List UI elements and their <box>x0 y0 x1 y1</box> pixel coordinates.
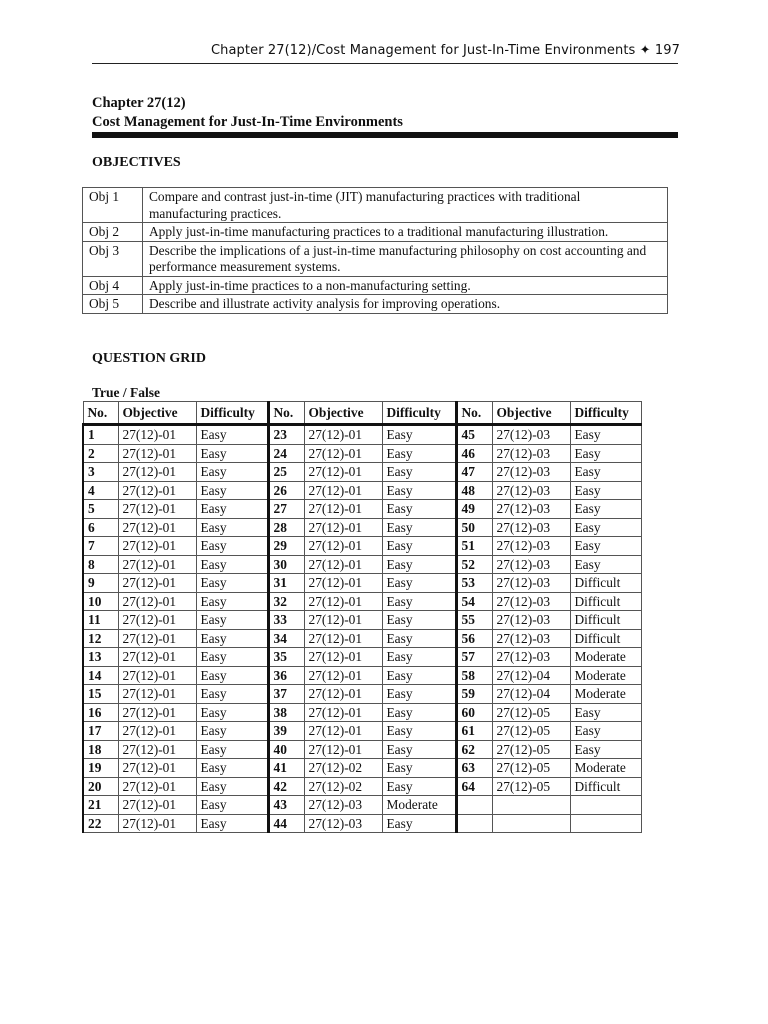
table-row <box>83 814 641 833</box>
question-difficulty: Easy <box>570 481 641 500</box>
question-objective: 27(12)-01 <box>304 518 382 537</box>
question-difficulty: Easy <box>570 463 641 482</box>
table-row <box>83 463 641 482</box>
question-number: 25 <box>268 463 304 482</box>
question-objective: 27(12)-01 <box>304 685 382 704</box>
question-objective: 27(12)-01 <box>118 759 196 778</box>
question-number: 16 <box>83 703 118 722</box>
table-row <box>83 685 641 704</box>
table-row <box>83 796 641 815</box>
question-difficulty: Easy <box>196 500 268 519</box>
question-number: 12 <box>83 629 118 648</box>
column-header: Objective <box>492 402 570 425</box>
question-number: 58 <box>456 666 492 685</box>
question-difficulty: Easy <box>382 537 456 556</box>
question-number: 64 <box>456 777 492 796</box>
question-difficulty: Easy <box>382 444 456 463</box>
question-difficulty: Easy <box>382 759 456 778</box>
objective-id: Obj 2 <box>83 223 143 242</box>
question-difficulty: Easy <box>196 685 268 704</box>
question-number: 15 <box>83 685 118 704</box>
question-objective: 27(12)-01 <box>118 722 196 741</box>
question-difficulty: Easy <box>382 481 456 500</box>
question-number: 43 <box>268 796 304 815</box>
question-objective: 27(12)-01 <box>304 611 382 630</box>
question-objective: 27(12)-01 <box>118 648 196 667</box>
question-difficulty: Easy <box>570 518 641 537</box>
question-number: 41 <box>268 759 304 778</box>
question-difficulty: Easy <box>382 574 456 593</box>
question-difficulty: Easy <box>196 629 268 648</box>
objective-row <box>83 188 668 223</box>
question-number: 60 <box>456 703 492 722</box>
question-objective: 27(12)-03 <box>492 648 570 667</box>
question-number: 7 <box>83 537 118 556</box>
question-difficulty: Easy <box>570 722 641 741</box>
question-number: 33 <box>268 611 304 630</box>
objective-description: Apply just-in-time practices to a non-manufacturing setting. <box>143 276 668 295</box>
question-objective: 27(12)-03 <box>492 444 570 463</box>
question-number: 40 <box>268 740 304 759</box>
question-difficulty: Easy <box>196 592 268 611</box>
question-difficulty: Moderate <box>570 685 641 704</box>
table-row <box>83 574 641 593</box>
question-difficulty: Easy <box>382 425 456 445</box>
question-number: 19 <box>83 759 118 778</box>
question-number: 46 <box>456 444 492 463</box>
header-rule <box>92 63 678 64</box>
question-difficulty: Easy <box>196 444 268 463</box>
question-number: 11 <box>83 611 118 630</box>
question-objective: 27(12)-03 <box>492 592 570 611</box>
question-difficulty: Easy <box>382 611 456 630</box>
question-difficulty: Difficult <box>570 629 641 648</box>
chapter-heading <box>92 94 678 132</box>
question-number: 9 <box>83 574 118 593</box>
question-number: 17 <box>83 722 118 741</box>
question-objective: 27(12)-03 <box>492 537 570 556</box>
question-number: 36 <box>268 666 304 685</box>
question-objective: 27(12)-01 <box>304 648 382 667</box>
question-objective <box>492 796 570 815</box>
question-number: 49 <box>456 500 492 519</box>
question-number: 54 <box>456 592 492 611</box>
column-header: Difficulty <box>382 402 456 425</box>
question-objective: 27(12)-01 <box>304 629 382 648</box>
objective-description: Describe and illustrate activity analysis for improving operations. <box>143 295 668 314</box>
question-objective: 27(12)-05 <box>492 722 570 741</box>
table-row <box>83 777 641 796</box>
chapter-title: Cost Management for Just-In-Time Environments <box>92 114 403 130</box>
question-objective: 27(12)-01 <box>304 425 382 445</box>
question-number: 35 <box>268 648 304 667</box>
question-objective: 27(12)-01 <box>118 425 196 445</box>
question-objective: 27(12)-03 <box>304 796 382 815</box>
question-difficulty: Difficult <box>570 777 641 796</box>
question-number <box>456 814 492 833</box>
objective-description: Compare and contrast just-in-time (JIT) manufacturing practices with traditional manufacturing practices. <box>143 188 668 223</box>
question-number: 4 <box>83 481 118 500</box>
question-difficulty: Easy <box>382 648 456 667</box>
question-number: 63 <box>456 759 492 778</box>
question-objective: 27(12)-03 <box>492 555 570 574</box>
question-objective: 27(12)-01 <box>118 796 196 815</box>
question-objective: 27(12)-05 <box>492 759 570 778</box>
question-difficulty: Easy <box>196 777 268 796</box>
question-difficulty: Easy <box>382 740 456 759</box>
table-row <box>83 759 641 778</box>
question-objective: 27(12)-01 <box>304 666 382 685</box>
question-difficulty: Easy <box>382 463 456 482</box>
question-difficulty: Easy <box>196 796 268 815</box>
question-number: 23 <box>268 425 304 445</box>
table-row <box>83 740 641 759</box>
question-difficulty: Difficult <box>570 574 641 593</box>
question-objective: 27(12)-03 <box>492 463 570 482</box>
true-false-subheading: True / False <box>92 385 160 400</box>
objective-description: Apply just-in-time manufacturing practices to a traditional manufacturing illustration. <box>143 223 668 242</box>
question-difficulty: Easy <box>196 537 268 556</box>
question-objective: 27(12)-04 <box>492 685 570 704</box>
question-number: 56 <box>456 629 492 648</box>
question-number: 52 <box>456 555 492 574</box>
question-number: 18 <box>83 740 118 759</box>
question-difficulty: Easy <box>382 555 456 574</box>
question-objective: 27(12)-03 <box>304 814 382 833</box>
question-objective: 27(12)-01 <box>304 481 382 500</box>
question-number: 50 <box>456 518 492 537</box>
question-number: 21 <box>83 796 118 815</box>
question-difficulty: Easy <box>196 703 268 722</box>
table-row <box>83 518 641 537</box>
question-objective: 27(12)-01 <box>304 463 382 482</box>
question-objective: 27(12)-01 <box>118 500 196 519</box>
question-difficulty: Easy <box>196 555 268 574</box>
question-difficulty: Easy <box>196 740 268 759</box>
column-header: Difficulty <box>196 402 268 425</box>
question-difficulty: Easy <box>570 444 641 463</box>
question-difficulty: Easy <box>382 666 456 685</box>
question-objective: 27(12)-03 <box>492 425 570 445</box>
column-header: No. <box>456 402 492 425</box>
question-objective: 27(12)-01 <box>118 592 196 611</box>
table-row <box>83 500 641 519</box>
column-header: No. <box>83 402 118 425</box>
table-row <box>83 666 641 685</box>
question-number: 3 <box>83 463 118 482</box>
question-difficulty: Easy <box>570 555 641 574</box>
chapter-number: Chapter 27(12) <box>92 95 186 111</box>
question-objective: 27(12)-02 <box>304 759 382 778</box>
objectives-heading: OBJECTIVES <box>92 155 181 170</box>
question-number: 22 <box>83 814 118 833</box>
question-number: 45 <box>456 425 492 445</box>
question-number: 44 <box>268 814 304 833</box>
question-number: 39 <box>268 722 304 741</box>
question-number: 14 <box>83 666 118 685</box>
question-difficulty: Easy <box>570 500 641 519</box>
question-number: 6 <box>83 518 118 537</box>
question-number: 61 <box>456 722 492 741</box>
question-objective: 27(12)-01 <box>304 444 382 463</box>
question-difficulty: Easy <box>196 759 268 778</box>
question-difficulty: Easy <box>570 537 641 556</box>
running-header: Chapter 27(12)/Cost Management for Just-In-Time Environments ✦ 197 <box>210 43 680 58</box>
question-difficulty: Easy <box>196 611 268 630</box>
objective-description: Describe the implications of a just-in-time manufacturing philosophy on cost accounting and performance measurement systems. <box>143 241 668 276</box>
table-row <box>83 648 641 667</box>
question-difficulty <box>570 796 641 815</box>
question-grid-table <box>82 401 642 833</box>
question-number: 13 <box>83 648 118 667</box>
question-difficulty: Easy <box>196 425 268 445</box>
question-difficulty: Easy <box>382 629 456 648</box>
question-difficulty: Easy <box>196 481 268 500</box>
question-difficulty: Easy <box>382 777 456 796</box>
question-number: 55 <box>456 611 492 630</box>
objectives-table <box>82 187 668 314</box>
question-number: 29 <box>268 537 304 556</box>
question-objective: 27(12)-03 <box>492 500 570 519</box>
column-header: Objective <box>118 402 196 425</box>
question-number: 42 <box>268 777 304 796</box>
objective-row <box>83 295 668 314</box>
question-number: 38 <box>268 703 304 722</box>
question-objective: 27(12)-01 <box>304 574 382 593</box>
question-difficulty: Easy <box>570 425 641 445</box>
table-row <box>83 592 641 611</box>
objective-id: Obj 5 <box>83 295 143 314</box>
question-difficulty: Difficult <box>570 611 641 630</box>
objective-id: Obj 1 <box>83 188 143 223</box>
question-difficulty: Easy <box>382 500 456 519</box>
question-number: 26 <box>268 481 304 500</box>
question-objective: 27(12)-01 <box>118 685 196 704</box>
question-objective: 27(12)-01 <box>118 463 196 482</box>
question-difficulty: Easy <box>196 814 268 833</box>
question-number: 30 <box>268 555 304 574</box>
question-objective: 27(12)-05 <box>492 740 570 759</box>
question-objective: 27(12)-05 <box>492 703 570 722</box>
question-objective: 27(12)-03 <box>492 629 570 648</box>
question-objective: 27(12)-01 <box>118 740 196 759</box>
question-objective: 27(12)-01 <box>304 500 382 519</box>
question-difficulty: Easy <box>196 518 268 537</box>
question-difficulty: Easy <box>196 722 268 741</box>
column-header: No. <box>268 402 304 425</box>
question-objective: 27(12)-03 <box>492 574 570 593</box>
question-number: 5 <box>83 500 118 519</box>
question-objective: 27(12)-01 <box>304 703 382 722</box>
objective-row <box>83 223 668 242</box>
question-grid-heading: QUESTION GRID <box>92 351 206 366</box>
question-difficulty: Moderate <box>570 759 641 778</box>
question-objective: 27(12)-01 <box>304 555 382 574</box>
question-difficulty: Moderate <box>570 666 641 685</box>
question-difficulty: Easy <box>382 814 456 833</box>
question-number: 8 <box>83 555 118 574</box>
question-objective: 27(12)-05 <box>492 777 570 796</box>
question-objective: 27(12)-01 <box>118 703 196 722</box>
question-difficulty <box>570 814 641 833</box>
question-difficulty: Easy <box>196 574 268 593</box>
question-difficulty: Easy <box>570 740 641 759</box>
objective-id: Obj 3 <box>83 241 143 276</box>
objective-id: Obj 4 <box>83 276 143 295</box>
question-number: 48 <box>456 481 492 500</box>
question-difficulty: Easy <box>382 685 456 704</box>
question-difficulty: Easy <box>382 592 456 611</box>
question-number <box>456 796 492 815</box>
question-objective: 27(12)-01 <box>304 537 382 556</box>
question-objective: 27(12)-01 <box>118 629 196 648</box>
question-number: 59 <box>456 685 492 704</box>
question-number: 28 <box>268 518 304 537</box>
question-objective: 27(12)-01 <box>118 481 196 500</box>
question-number: 20 <box>83 777 118 796</box>
question-objective: 27(12)-03 <box>492 518 570 537</box>
question-number: 37 <box>268 685 304 704</box>
question-difficulty: Easy <box>196 648 268 667</box>
column-header: Difficulty <box>570 402 641 425</box>
question-objective <box>492 814 570 833</box>
question-number: 31 <box>268 574 304 593</box>
question-objective: 27(12)-01 <box>118 537 196 556</box>
column-header: Objective <box>304 402 382 425</box>
table-row <box>83 629 641 648</box>
chapter-rule <box>92 132 678 138</box>
question-number: 51 <box>456 537 492 556</box>
objective-row <box>83 276 668 295</box>
question-difficulty: Easy <box>570 703 641 722</box>
table-row <box>83 611 641 630</box>
question-objective: 27(12)-01 <box>118 574 196 593</box>
question-number: 1 <box>83 425 118 445</box>
question-difficulty: Moderate <box>570 648 641 667</box>
question-number: 57 <box>456 648 492 667</box>
question-number: 47 <box>456 463 492 482</box>
table-row <box>83 444 641 463</box>
question-number: 27 <box>268 500 304 519</box>
question-difficulty: Easy <box>196 666 268 685</box>
question-objective: 27(12)-02 <box>304 777 382 796</box>
grid-header-row <box>83 402 641 425</box>
question-objective: 27(12)-01 <box>304 722 382 741</box>
question-objective: 27(12)-04 <box>492 666 570 685</box>
question-difficulty: Easy <box>382 722 456 741</box>
question-objective: 27(12)-01 <box>118 814 196 833</box>
table-row <box>83 555 641 574</box>
question-objective: 27(12)-01 <box>118 518 196 537</box>
table-row <box>83 537 641 556</box>
question-difficulty: Moderate <box>382 796 456 815</box>
objective-row <box>83 241 668 276</box>
question-number: 10 <box>83 592 118 611</box>
table-row <box>83 425 641 445</box>
table-row <box>83 722 641 741</box>
question-objective: 27(12)-01 <box>118 666 196 685</box>
question-objective: 27(12)-03 <box>492 611 570 630</box>
question-objective: 27(12)-01 <box>118 444 196 463</box>
question-difficulty: Easy <box>382 518 456 537</box>
question-number: 62 <box>456 740 492 759</box>
question-difficulty: Difficult <box>570 592 641 611</box>
question-number: 24 <box>268 444 304 463</box>
question-number: 34 <box>268 629 304 648</box>
question-objective: 27(12)-03 <box>492 481 570 500</box>
question-objective: 27(12)-01 <box>304 740 382 759</box>
question-difficulty: Easy <box>196 463 268 482</box>
table-row <box>83 703 641 722</box>
question-objective: 27(12)-01 <box>304 592 382 611</box>
table-row <box>83 481 641 500</box>
question-number: 53 <box>456 574 492 593</box>
question-objective: 27(12)-01 <box>118 611 196 630</box>
question-number: 32 <box>268 592 304 611</box>
question-objective: 27(12)-01 <box>118 777 196 796</box>
question-difficulty: Easy <box>382 703 456 722</box>
question-number: 2 <box>83 444 118 463</box>
question-objective: 27(12)-01 <box>118 555 196 574</box>
